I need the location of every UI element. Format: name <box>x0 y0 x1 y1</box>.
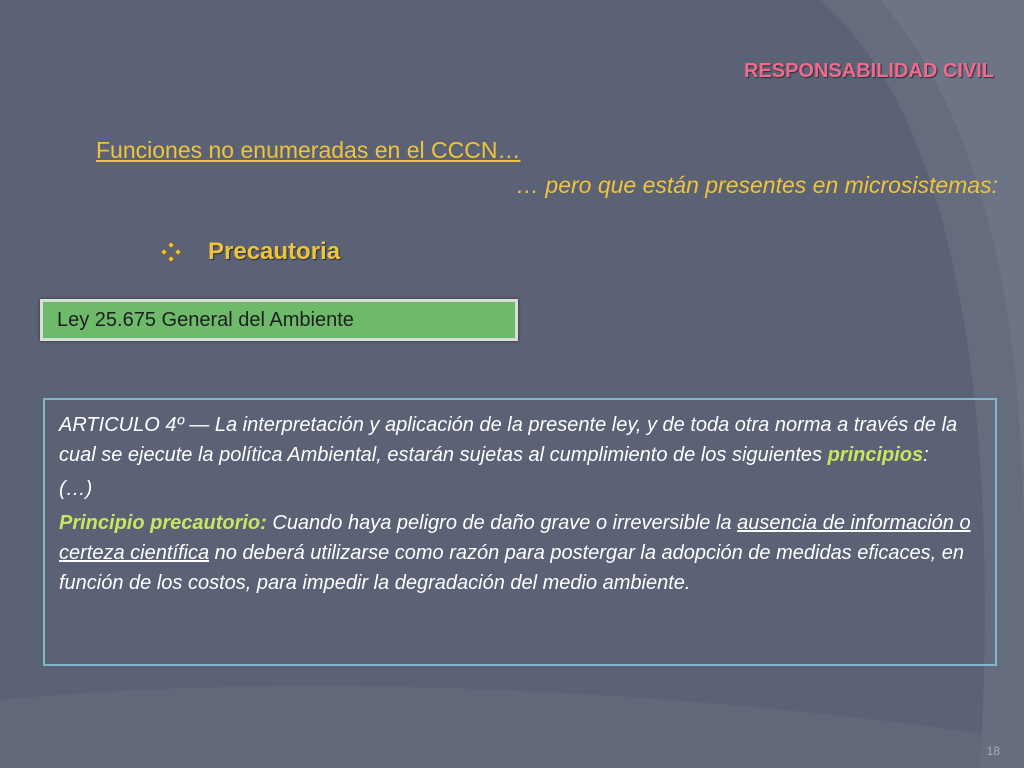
article-text-1: Cuando haya peligro de daño grave o irreversible la <box>266 512 738 534</box>
article-intro-end: : <box>923 444 929 466</box>
bullet-label: Precautoria <box>208 238 341 265</box>
heading-line-1: Funciones no enumeradas en el CCCN… <box>96 137 521 163</box>
article-paragraph-1 <box>59 410 981 470</box>
slide-title: RESPONSABILIDAD CIVIL <box>743 60 994 82</box>
law-label-box: Ley 25.675 General del Ambiente <box>40 299 518 341</box>
heading-line-2: … pero que están presentes en microsistemas: <box>516 172 998 198</box>
underlined-phrase: ausencia de información o certeza científica <box>59 512 971 564</box>
page-number: 18 <box>986 744 1000 758</box>
bullet-precautoria <box>160 238 340 266</box>
diamond-bullet-icon <box>160 241 182 263</box>
article-text-box <box>43 398 997 666</box>
article-text-2: no deberá utilizarse como razón para postergar la adopción de medidas eficaces, en función de los costos, para impedir la degradación del medio ambiente. <box>59 542 964 594</box>
principios-highlight: principios <box>827 444 924 466</box>
article-paragraph-3 <box>59 508 981 598</box>
principio-precautorio-label: Principio precautorio: <box>59 512 267 534</box>
article-ellipsis: (…) <box>59 478 93 500</box>
article-intro: ARTICULO 4º — La interpretación y aplicación de la presente ley, y de toda otra norma a través de la cual se ejecute la política Ambiental, estarán sujetas al cumplimiento de los siguientes <box>59 414 958 466</box>
